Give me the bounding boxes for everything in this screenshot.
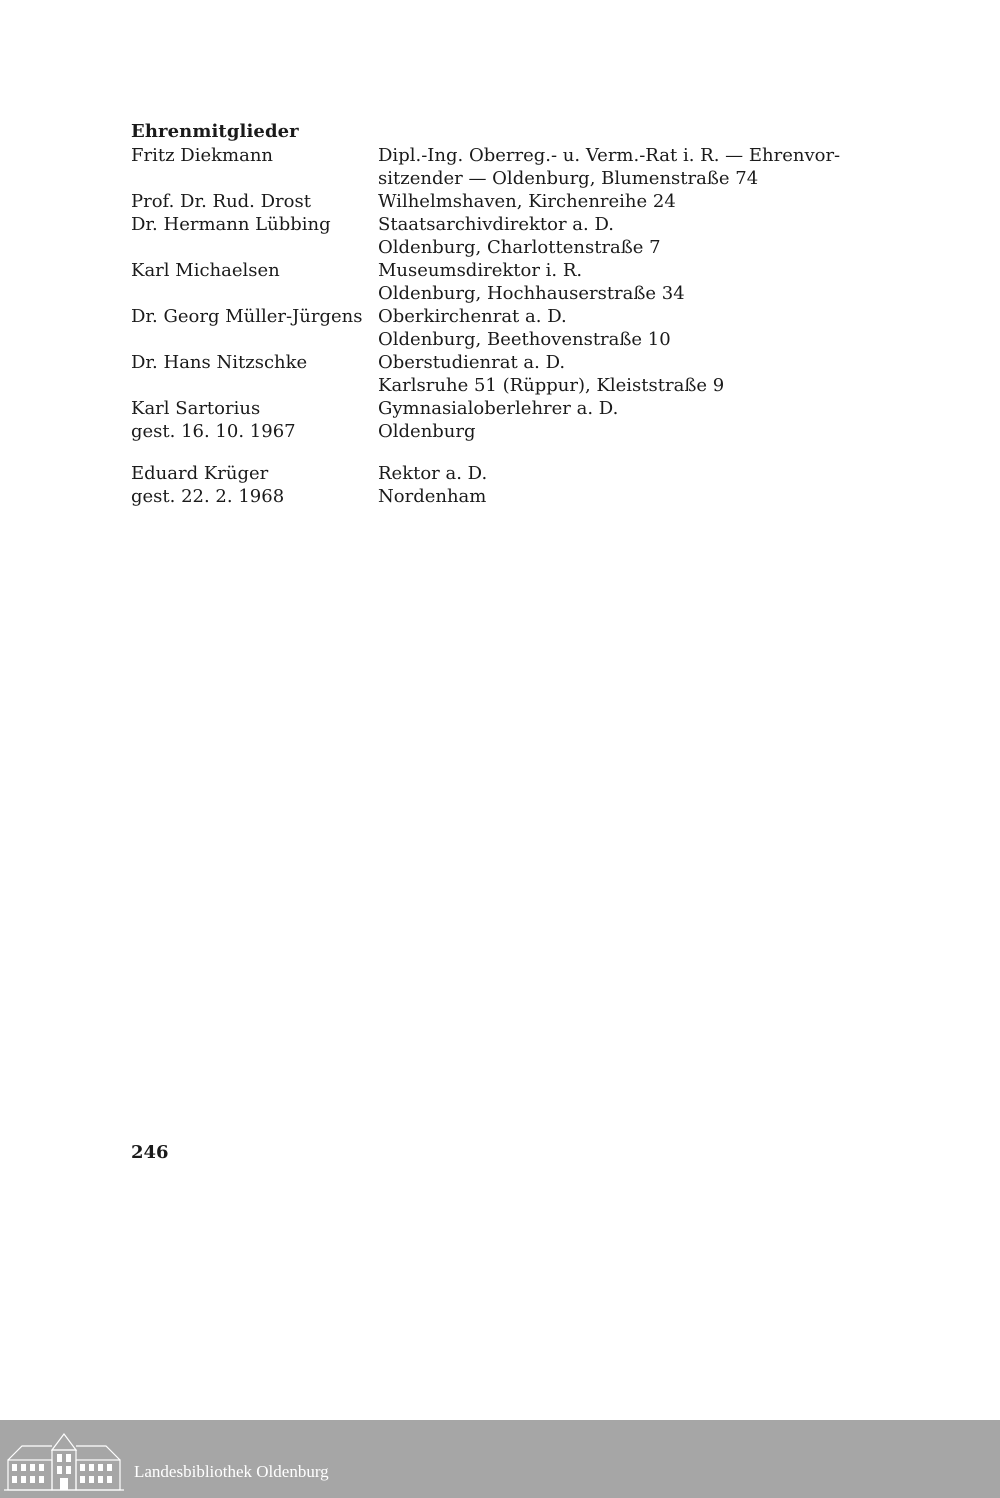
member-name: Karl Sartorius — [131, 398, 261, 419]
member-detail-line: Oldenburg, Beethovenstraße 10 — [378, 329, 671, 350]
member-detail-line: Dipl.-Ing. Oberreg.- u. Verm.-Rat i. R. — Ehrenvor- — [378, 145, 841, 166]
member-name-column — [131, 305, 378, 351]
member-name: Dr. Hans Nitzschke — [131, 352, 308, 373]
member-entry — [131, 397, 911, 443]
library-footer-bar — [0, 1420, 1000, 1498]
member-name-column — [131, 397, 378, 443]
member-detail-line: Gymnasialoberlehrer a. D. — [378, 398, 619, 419]
member-detail-line: Karlsruhe 51 (Rüppur), Kleiststraße 9 — [378, 375, 725, 396]
member-entry — [131, 190, 911, 213]
member-list — [131, 144, 911, 508]
member-details-column — [378, 259, 911, 305]
member-detail-line: Oldenburg, Hochhauserstraße 34 — [378, 283, 685, 304]
member-detail-line: Staatsarchivdirektor a. D. — [378, 214, 614, 235]
member-entry — [131, 462, 911, 508]
member-name-column — [131, 144, 378, 190]
member-detail-line: Oberkirchenrat a. D. — [378, 306, 567, 327]
member-detail-line: Nordenham — [378, 486, 487, 507]
member-name: Eduard Krüger — [131, 463, 269, 484]
member-detail-line: Oldenburg — [378, 421, 476, 442]
member-detail-line: Oberstudienrat a. D. — [378, 352, 566, 373]
member-name-column — [131, 190, 378, 213]
member-details-column — [378, 190, 911, 213]
library-building-icon — [4, 1426, 124, 1492]
member-name: Fritz Diekmann — [131, 145, 274, 166]
member-name-column — [131, 462, 378, 508]
page-number: 246 — [131, 1142, 169, 1163]
member-detail-line: Oldenburg, Charlottenstraße 7 — [378, 237, 661, 258]
member-entry — [131, 144, 911, 190]
member-name-column — [131, 259, 378, 305]
member-detail-line: sitzender — Oldenburg, Blumenstraße 74 — [378, 168, 759, 189]
section-heading: Ehrenmitglieder — [131, 121, 299, 142]
member-detail-line: Museumsdirektor i. R. — [378, 260, 583, 281]
member-details-column — [378, 462, 911, 508]
member-detail-line: Rektor a. D. — [378, 463, 488, 484]
member-name: Karl Michaelsen — [131, 260, 280, 281]
member-name: Dr. Georg Müller-Jürgens — [131, 306, 363, 327]
member-entry — [131, 259, 911, 305]
member-details-column — [378, 213, 911, 259]
member-details-column — [378, 144, 911, 190]
member-details-column — [378, 305, 911, 351]
member-death-date: gest. 16. 10. 1967 — [131, 421, 296, 442]
member-entry — [131, 305, 911, 351]
member-name-column — [131, 351, 378, 397]
member-detail-line: Wilhelmshaven, Kirchenreihe 24 — [378, 191, 676, 212]
member-name-column — [131, 213, 378, 259]
library-name: Landesbibliothek Oldenburg — [134, 1462, 329, 1481]
member-details-column — [378, 397, 911, 443]
member-entry — [131, 213, 911, 259]
member-death-date: gest. 22. 2. 1968 — [131, 486, 285, 507]
member-name: Dr. Hermann Lübbing — [131, 214, 331, 235]
member-name: Prof. Dr. Rud. Drost — [131, 191, 311, 212]
member-entry — [131, 351, 911, 397]
member-details-column — [378, 351, 911, 397]
